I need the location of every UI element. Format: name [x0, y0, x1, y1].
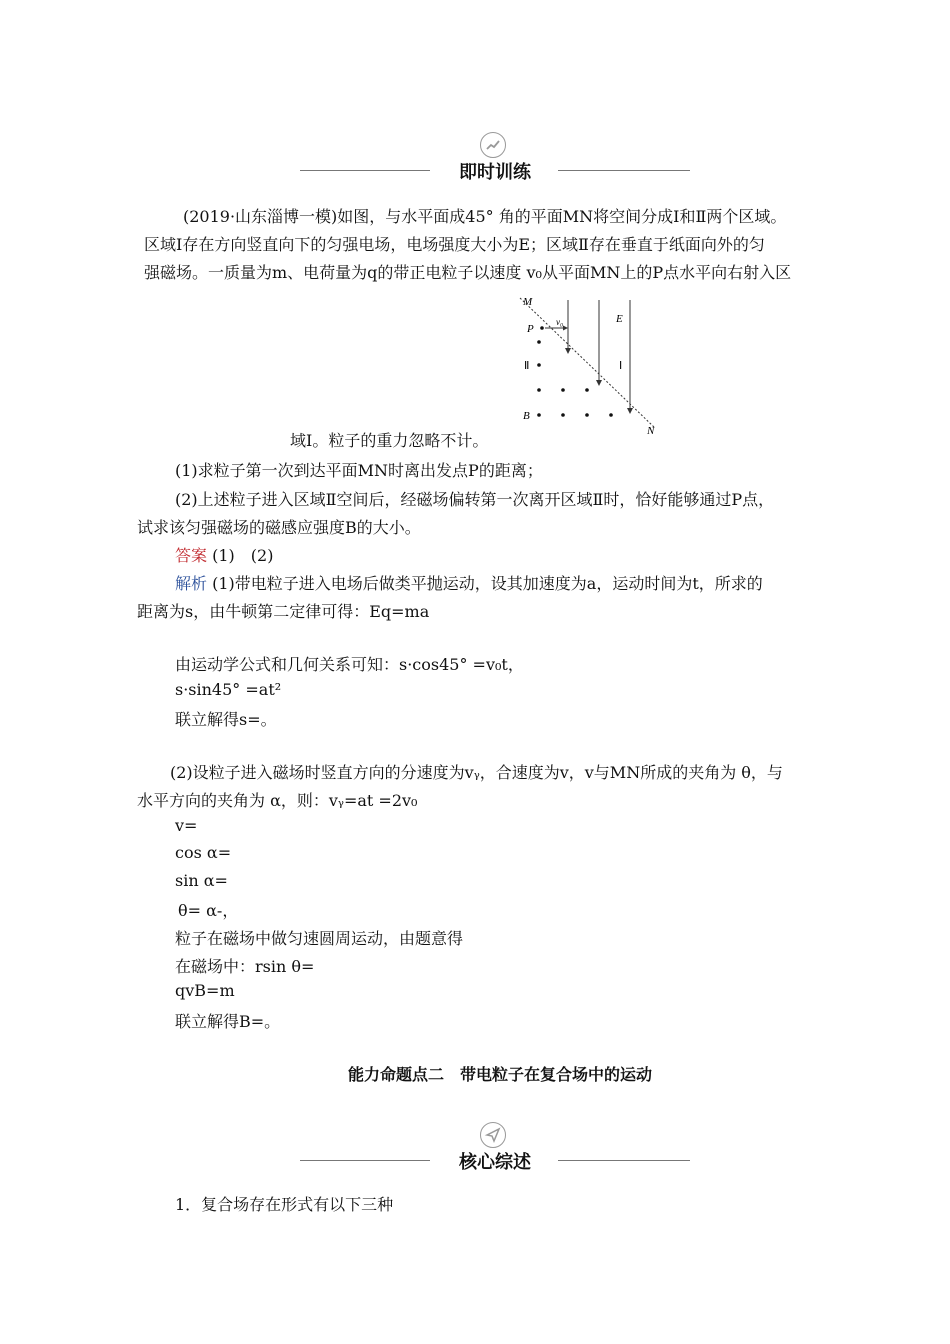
answer-label: 答案: [175, 546, 208, 565]
question-2-line-2: 试求该匀强磁场的磁感应强度B的大小。: [137, 518, 421, 537]
analysis-line-13: 在磁场中：rsin θ=: [175, 957, 315, 976]
field-diagram: [515, 292, 665, 438]
analysis-line-2: 距离为s，由牛顿第二定律可得：Eq=ma: [137, 602, 430, 621]
problem-line-1: (2019·山东淄博一模)如图，与水平面成45° 角的平面MN将空间分成Ⅰ和Ⅱ两个区域。: [183, 207, 787, 226]
label-region-I: Ⅰ: [619, 360, 623, 372]
label-M: M: [523, 296, 533, 308]
label-N: N: [647, 425, 655, 437]
analysis-line-14: qvB=m: [175, 981, 235, 1000]
boundary-MN: [520, 298, 655, 428]
answer-line: [175, 543, 273, 566]
analysis-line-9: cos α=: [175, 843, 232, 862]
label-region-II: Ⅱ: [524, 360, 530, 372]
list-item-1: 1．复合场存在形式有以下三种: [175, 1195, 394, 1214]
analysis-line-6: (2)设粒子进入磁场时竖直方向的分速度为vᵧ，合速度为v，v与MN所成的夹角为 θ，与: [170, 763, 783, 782]
analysis-line-4: s·sin45° =at²: [175, 680, 282, 699]
analysis-line-8: v=: [175, 816, 198, 835]
analysis-line-11: θ= α-，: [178, 901, 239, 920]
label-v0: v₀: [556, 317, 564, 327]
analysis-text-1: (1)带电粒子进入电场后做类平抛运动，设其加速度为a，运动时间为t，所求的: [212, 574, 763, 593]
answer-text: (1) (2): [212, 546, 274, 565]
analysis-line-5: 联立解得s=。: [175, 710, 277, 729]
analysis-line-1: [175, 571, 763, 594]
problem-line-2: 区域Ⅰ存在方向竖直向下的匀强电场，电场强度大小为E；区域Ⅱ存在垂直于纸面向外的匀: [144, 235, 765, 254]
section-title: 能力命题点二 带电粒子在复合场中的运动: [347, 1065, 652, 1084]
section-header-training: [300, 132, 690, 192]
analysis-line-15: 联立解得B=。: [175, 1012, 281, 1031]
analysis-line-10: sin α=: [175, 871, 228, 890]
trend-icon: [480, 132, 506, 158]
point-P: [540, 326, 544, 330]
question-1: (1)求粒子第一次到达平面MN时离出发点P的距离；: [175, 461, 543, 480]
question-2-line-1: (2)上述粒子进入区域Ⅱ空间后，经磁场偏转第一次离开区域Ⅱ时，恰好能够通过P点，: [175, 490, 775, 509]
analysis-label: 解析: [175, 574, 208, 593]
label-E: E: [616, 313, 623, 325]
physics-figure: [515, 292, 665, 438]
label-P: P: [527, 323, 534, 335]
plane-icon: [480, 1122, 506, 1148]
problem-line-4: 域Ⅰ。粒子的重力忽略不计。: [290, 431, 489, 450]
analysis-line-7: 水平方向的夹角为 α，则：vᵧ=at =2v₀: [137, 791, 418, 810]
label-B: B: [523, 410, 530, 422]
section-header-core: [300, 1122, 690, 1182]
analysis-line-12: 粒子在磁场中做匀速圆周运动，由题意得: [175, 929, 464, 948]
analysis-line-3: 由运动学公式和几何关系可知：s·cos45° =v₀t，: [175, 655, 524, 674]
problem-line-3: 强磁场。一质量为m、电荷量为q的带正电粒子以速度 v₀从平面MN上的P点水平向右射入区: [144, 263, 792, 282]
header-title: 核心综述: [453, 1152, 537, 1173]
header-title: 即时训练: [453, 162, 537, 183]
